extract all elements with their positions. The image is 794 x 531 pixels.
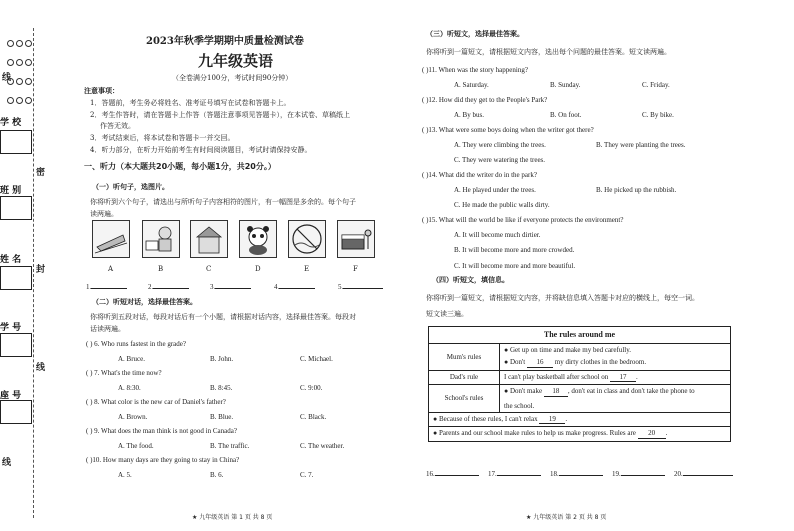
picture-label: C — [206, 265, 212, 273]
answer-blank-17[interactable]: 17. — [488, 470, 541, 478]
seat-box[interactable] — [0, 400, 32, 424]
sub-section-2: （二）听短对话，选择最佳答案。 — [92, 298, 197, 306]
class-box[interactable] — [0, 196, 32, 220]
question: ( )11. When was the story happening? — [422, 66, 528, 74]
fold-line — [33, 28, 34, 518]
page-footer: ★ 九年级英语 第 2 页 共 8 页 — [526, 513, 607, 521]
instruction: 话读两遍。 — [90, 325, 125, 333]
option-a[interactable]: A. Bruce. — [118, 355, 146, 363]
margin-label: 班 别 — [0, 186, 22, 196]
option-a[interactable]: A. 5. — [118, 471, 132, 479]
question: ( ) 6. Who runs fastest in the grade? — [86, 340, 186, 348]
option-c[interactable]: C. 7. — [300, 471, 314, 479]
option-a[interactable]: A. The food. — [118, 442, 154, 450]
option-c[interactable]: C. Friday. — [642, 81, 670, 89]
sub-section-1: （一）听句子，选图片。 — [92, 183, 169, 191]
instruction: 你将听到一篇短文，请根据短文内容，并将缺信息填入答题卡对应的横线上，每空一词。 — [426, 294, 699, 302]
question: ( )10. How many days are they going to stay in China? — [86, 456, 240, 464]
blank-16[interactable]: 16 — [527, 358, 553, 367]
notice-heading: 注意事项： — [84, 86, 119, 95]
blank-19[interactable]: 19 — [539, 415, 565, 424]
notice-item: 1．答题前，考生务必将姓名、准考证号填写在试卷和答题卡上。 — [90, 99, 291, 107]
answer-blank-2[interactable]: 2. — [148, 283, 189, 291]
table-title: The rules around me — [429, 327, 731, 344]
row-label: Mum's rules — [429, 344, 500, 371]
option-a[interactable]: A. He played under the trees. — [454, 186, 536, 194]
option-b[interactable]: B. John. — [210, 355, 234, 363]
option-b[interactable]: B. Blue. — [210, 413, 234, 421]
option-c[interactable]: C. 9:00. — [300, 384, 323, 392]
question: ( ) 9. What does the man think is not good in Canada? — [86, 427, 237, 435]
picture-no-swimming — [288, 220, 326, 258]
instruction: 你将听到五段对话，每段对话后有一个小题，请根据对话内容，选择最佳答案。每段对 — [90, 313, 356, 321]
question: ( )13. What were some boys doing when the writer got there? — [422, 126, 594, 134]
picture-label: F — [353, 265, 358, 273]
option-b[interactable]: B. 8:45. — [210, 384, 233, 392]
picture-panda — [239, 220, 277, 258]
notice-item: 3．考试结束后，将本试卷和答题卡一并交回。 — [90, 134, 235, 142]
table-cell: ● Because of these rules, I can't relax 19 . — [429, 412, 731, 426]
option-b[interactable]: B. The traffic. — [210, 442, 250, 450]
option-c[interactable]: C. By bike. — [642, 111, 674, 119]
blank-17[interactable]: 17 — [610, 373, 636, 382]
exam-subject: 九年级英语 — [198, 52, 274, 70]
row-label: School's rules — [429, 385, 500, 413]
blank-20[interactable]: 20 — [638, 429, 666, 438]
answer-blank-5[interactable]: 5. — [338, 283, 383, 291]
margin-label: 封 — [36, 265, 46, 275]
margin-label: 学 号 — [0, 323, 22, 333]
table-cell: I can't play basketball after school on 17 . — [500, 370, 731, 384]
question: ( )14. What did the writer do in the park? — [422, 171, 537, 179]
notice-item: 作答无效。 — [100, 122, 135, 130]
row-label: Dad's rule — [429, 370, 500, 384]
margin-label: 学 校 — [0, 118, 22, 128]
option-b[interactable]: B. He picked up the rubbish. — [596, 186, 677, 194]
margin-label: 线 — [2, 73, 12, 83]
table-cell: ● Parents and our school make rules to help us make progress. Rules are 20 . — [429, 427, 731, 441]
option-a[interactable]: A. Saturday. — [454, 81, 489, 89]
section-listening: 一、听力（本大题共20小题，每小题1分，共20分。） — [84, 162, 276, 171]
margin-label: 密 — [36, 168, 46, 178]
answer-blank-20[interactable]: 20. — [674, 470, 733, 478]
answer-blank-16[interactable]: 16. — [426, 470, 479, 478]
picture-label: E — [304, 265, 310, 273]
instruction: 你将听到一篇短文，请根据短文内容，选出每个问题的最佳答案。短文读两遍。 — [426, 48, 671, 56]
instruction: 你将听到六个句子，请选出与所听句子内容相符的图片，有一幅图是多余的。每个句子 — [90, 198, 356, 206]
option-c[interactable]: C. The weather. — [300, 442, 345, 450]
answer-blank-1[interactable]: 1. — [86, 283, 127, 291]
picture-piano — [337, 220, 375, 258]
question: ( )12. How did they get to the People's Park? — [422, 96, 548, 104]
question: ( )15. What will the world be like if everyone protects the environment? — [422, 216, 624, 224]
option-c[interactable]: C. He made the public walls dirty. — [454, 201, 550, 209]
question: ( ) 7. What's the time now? — [86, 369, 162, 377]
binding-margin — [0, 0, 80, 531]
exam-note: （全卷满分100分，考试时间90分钟） — [172, 74, 293, 82]
rules-table — [428, 326, 731, 442]
answer-blank-19[interactable]: 19. — [612, 470, 665, 478]
option-b[interactable]: B. 6. — [210, 471, 224, 479]
page-footer: ★ 九年级英语 第 1 页 共 8 页 — [192, 513, 273, 521]
option-a[interactable]: A. They were climbing the trees. — [454, 141, 546, 149]
picture-building — [190, 220, 228, 258]
sub-section-4: （四）听短文，填信息。 — [432, 276, 509, 284]
name-box[interactable] — [0, 266, 32, 290]
sub-section-3: （三）听短文，选择最佳答案。 — [426, 30, 524, 38]
page-1 — [84, 0, 402, 531]
notice-item: 4．听力部分，在听力开始前考生有时间阅读题目，考试时请保持安静。 — [90, 146, 312, 154]
option-a[interactable]: A. It will become much dirtier. — [454, 231, 541, 239]
picture-label: B — [158, 265, 164, 273]
answer-blank-3[interactable]: 3. — [210, 283, 251, 291]
picture-girl-thinking — [142, 220, 180, 258]
option-b[interactable]: B. On foot. — [550, 111, 582, 119]
margin-label: 座 号 — [0, 391, 22, 401]
instruction: 读两遍。 — [90, 210, 118, 218]
page-2 — [418, 0, 736, 531]
notice-item: 2．考生作答时，请在答题卡上作答（答题注意事项见答题卡），在本试卷、草稿纸上 — [90, 111, 350, 119]
option-c[interactable]: C. Michael. — [300, 355, 333, 363]
student-id-box[interactable] — [0, 333, 32, 357]
option-c[interactable]: C. They were watering the trees. — [454, 156, 546, 164]
answer-blank-18[interactable]: 18. — [550, 470, 603, 478]
margin-label: 线 — [2, 458, 12, 468]
picture-label: D — [255, 265, 261, 273]
table-cell: ● Get up on time and make my bed carefully. ● Don't 16 my dirty clothes in the bedroom. — [500, 344, 731, 371]
instruction: 短文读三遍。 — [426, 310, 468, 318]
option-c[interactable]: C. It will become more and more beautiful. — [454, 262, 576, 270]
answer-blank-4[interactable]: 4. — [274, 283, 315, 291]
option-b[interactable]: B. They were planting the trees. — [596, 141, 686, 149]
table-cell: ● Don't make 18 , don't eat in class and don't take the phone to the school. — [500, 385, 731, 413]
margin-label: 线 — [36, 363, 46, 373]
blank-18[interactable]: 18 — [544, 387, 568, 396]
option-b[interactable]: B. Sunday. — [550, 81, 581, 89]
question: ( ) 8. What color is the new car of Daniel's father? — [86, 398, 226, 406]
option-c[interactable]: C. Black. — [300, 413, 327, 421]
option-a[interactable]: A. Brown. — [118, 413, 148, 421]
option-a[interactable]: A. By bus. — [454, 111, 484, 119]
margin-label: 姓 名 — [0, 255, 22, 265]
exam-title: 2023年秋季学期期中质量检测试卷 — [146, 36, 304, 47]
school-box[interactable] — [0, 130, 32, 154]
option-b[interactable]: B. It will become more and more crowded. — [454, 246, 575, 254]
picture-train — [92, 220, 130, 258]
option-a[interactable]: A. 8:30. — [118, 384, 141, 392]
picture-label: A — [108, 265, 114, 273]
